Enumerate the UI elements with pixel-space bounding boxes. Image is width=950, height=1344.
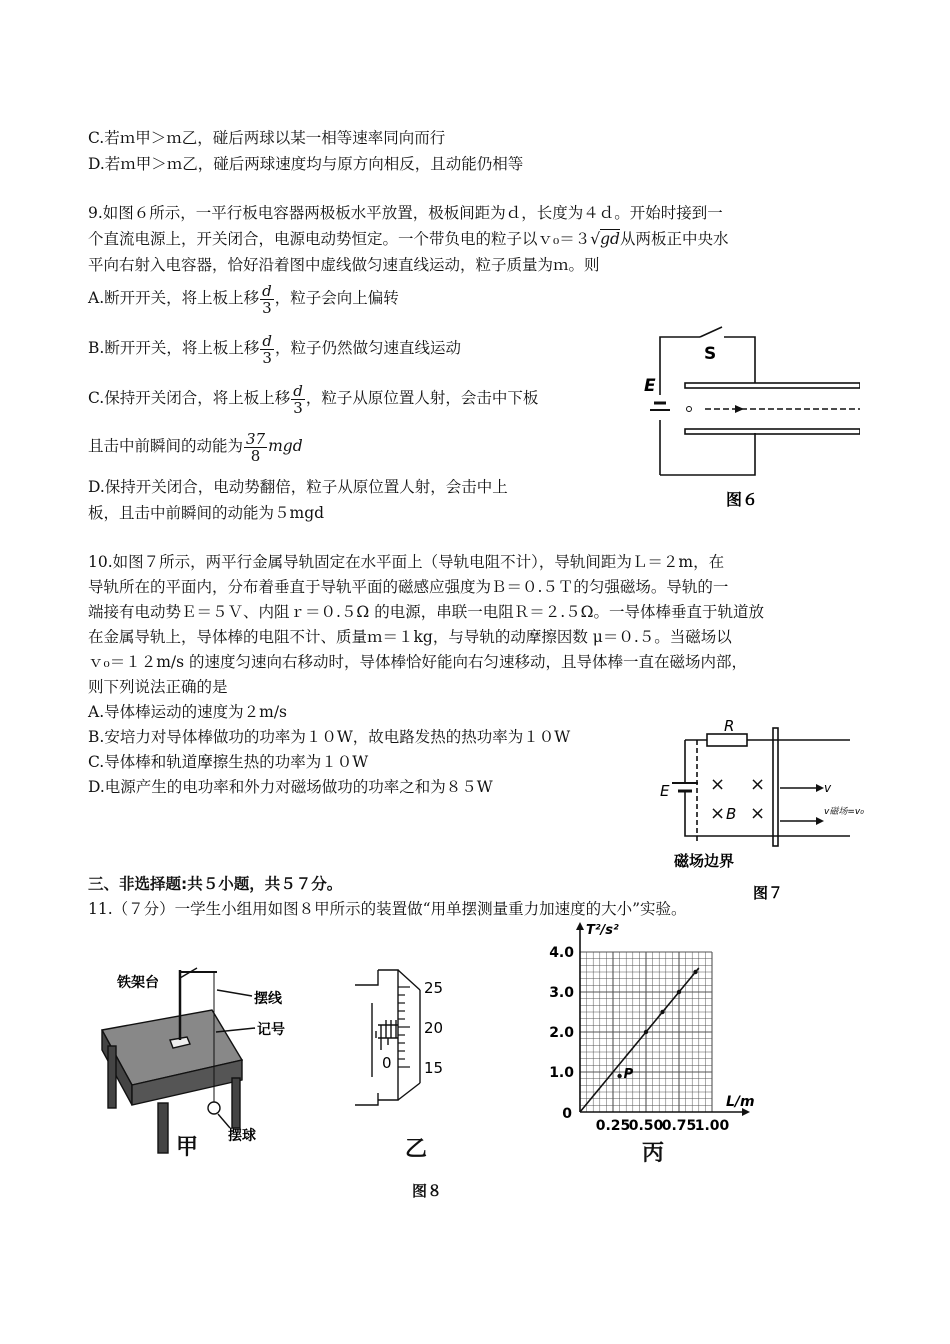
ball-label: 摆球 [228,1128,256,1144]
y-tick-label: 3.0 [549,985,574,1001]
tick-20: 20 [424,1019,444,1037]
q9-option-d-line1: D.保持开关闭合，电动势翻倍，粒子从原位置人射，会击中上 [88,478,508,496]
y-axis-arrow [576,922,584,930]
svg-text:×: × [710,774,726,795]
q10-stem-line1: 10.如图７所示，两平行金属导轨固定在水平面上（导轨电阻不计），导轨间距为Ｌ＝２m，在 [88,553,725,571]
q10-option-c: C.导体棒和轨道摩擦生热的功率为１０W [88,753,369,771]
q9-option-a-pre: A.断开开关，将上板上移 [88,289,260,307]
q9-option-c-pre: C.保持开关闭合，将上板上移 [88,389,291,407]
q10-stem-line5: ｖ₀＝１２m/s 的速度匀速向右移动时，导体棒恰好能向右匀速移动，且导体棒一直在磁场内部， [88,653,748,671]
q9-option-c [88,380,538,416]
field-boundary-label: 磁场边界 [674,852,735,870]
frac-num: 37 [246,429,266,448]
svg-text:×: × [710,803,726,824]
y-tick-label: 2.0 [549,1025,574,1041]
data-point [677,990,681,994]
q9-option-a-post: ，粒子会向上偏转 [274,289,399,307]
x-tick-label: 0.50 [628,1118,664,1134]
y-axis-label: T²/s² [586,923,619,938]
x-tick-label: 0.75 [661,1118,697,1134]
figure-6-capacitor [640,325,860,515]
q9-stem-line1: 9.如图６所示，一平行板电容器两极板水平放置，极板间距为ｄ，长度为４ｄ。开始时接到一 [88,204,723,222]
fraction-d-3 [260,283,274,316]
q9-option-b-post: ，粒子仍然做匀速直线运动 [274,339,461,357]
q9-option-c2-pre: 且击中前瞬间的动能为 [88,437,244,455]
string-label: 摆线 [254,991,282,1007]
tick-15: 15 [424,1059,444,1077]
sqrt-sign: √ [590,230,601,248]
data-point [660,1010,664,1014]
caption-yi: 乙 [405,1137,428,1162]
q9-stem-line3: 平向右射入电容器，恰好沿着图中虚线做匀速直线运动，粒子质量为ｍ。则 [88,256,600,274]
frac-num: d [293,381,303,400]
emf-label: E [660,782,670,800]
q9-stem-line2 [88,228,728,250]
q9-option-c-post: ，粒子从原位置人射，会击中下板 [305,389,539,407]
frac-den: 8 [250,446,261,465]
q9-option-c-cont [88,428,303,464]
sqrt-radicand: gd [600,230,620,248]
origin-label: 0 [562,1106,572,1122]
q10-option-b: B.安培力对导体棒做功的功率为１０W，故电路发热的热功率为１０W [88,728,571,746]
frac-num: d [262,281,272,300]
rod-velocity-label: v [824,781,832,795]
resistor-label: R [724,718,735,735]
frac-den: 3 [293,398,303,417]
q9-stem-line2b: 从两板正中央水 [619,230,729,248]
q9-option-c2-post: mgd [268,437,303,455]
field-label: B [726,805,737,823]
figure-8-micrometer [350,965,470,1115]
point-p [617,1074,621,1078]
q9-stem-line2a: 个直流电源上，开关闭合，电源电动势恒定。一个带负电的粒子以ｖ₀＝３ [88,230,591,248]
frac-num: d [262,331,272,350]
q8-option-c: C.若ｍ甲＞ｍ乙，碰后两球以某一相等速率同向而行 [88,129,446,147]
figure-6-caption: 图６ [726,490,759,509]
q10-option-a: A.导体棒运动的速度为２m/s [88,703,287,721]
q9-option-d-line2: 板，且击中前瞬间的动能为５mgd [88,504,325,522]
figure-7-rails [650,718,890,903]
tick-zero: 0 [382,1054,392,1072]
point-p-label: P [623,1067,634,1082]
switch-label: S [704,344,717,364]
q10-stem-line6: 则下列说法正确的是 [88,678,228,696]
frac-den: 3 [262,298,272,317]
y-tick-label: 4.0 [549,945,574,961]
q8-option-d: D.若ｍ甲＞ｍ乙，碰后两球速度均与原方向相反，且动能仍相等 [88,155,524,173]
field-velocity-label: v磁场=v₀ [824,807,864,817]
caption-bing: 丙 [642,1141,665,1166]
fraction-d-3 [260,333,274,366]
mark-label: 记号 [257,1022,285,1038]
fraction-d-3 [291,383,305,416]
x-axis-label: L/m [726,1094,755,1110]
frac-den: 3 [262,348,272,367]
figure-7-caption: 图７ [753,884,784,902]
q10-stem-line4: 在金属导轨上，导体棒的电阻不计、质量ｍ＝１kg，与导轨的动摩擦因数 μ＝０.５。当磁场以 [88,628,732,646]
q9-option-a [88,280,399,316]
q10-stem-line3: 端接有电动势Ｅ＝５Ｖ、内阻ｒ＝０.５Ω 的电源，串联一电阻Ｒ＝２.５Ω。一导体棒垂直于轨道放 [88,603,764,621]
svg-text:×: × [750,774,766,795]
data-point [644,1030,648,1034]
figure-8-graph [540,920,770,1140]
section-heading: 三、非选择题:共５小题，共５７分。 [88,875,343,893]
q11-stem: 11.（７分）一学生小组用如图８甲所示的装置做“用单摆测量重力加速度的大小”实验。 [88,900,687,918]
caption-jia: 甲 [176,1135,199,1160]
data-point [693,970,697,974]
tick-25: 25 [424,979,444,997]
y-tick-label: 1.0 [549,1065,574,1081]
svg-text:×: × [750,803,766,824]
stand-label: 铁架台 [117,975,159,991]
figure-8-caption: 图８ [412,1182,443,1200]
q10-stem-line2: 导轨所在的平面内，分布着垂直于导轨平面的磁感应强度为Ｂ＝０.５Ｔ的匀强磁场。导轨的一 [88,578,729,596]
q9-option-b [88,330,461,366]
x-tick-label: 1.00 [694,1118,730,1134]
emf-label: E [644,376,656,396]
fraction-37-8 [244,431,267,464]
q10-option-d: D.电源产生的电功率和外力对磁场做功的功率之和为８５W [88,778,493,796]
q9-option-b-pre: B.断开开关，将上板上移 [88,339,260,357]
x-tick-label: 0.25 [595,1118,631,1134]
